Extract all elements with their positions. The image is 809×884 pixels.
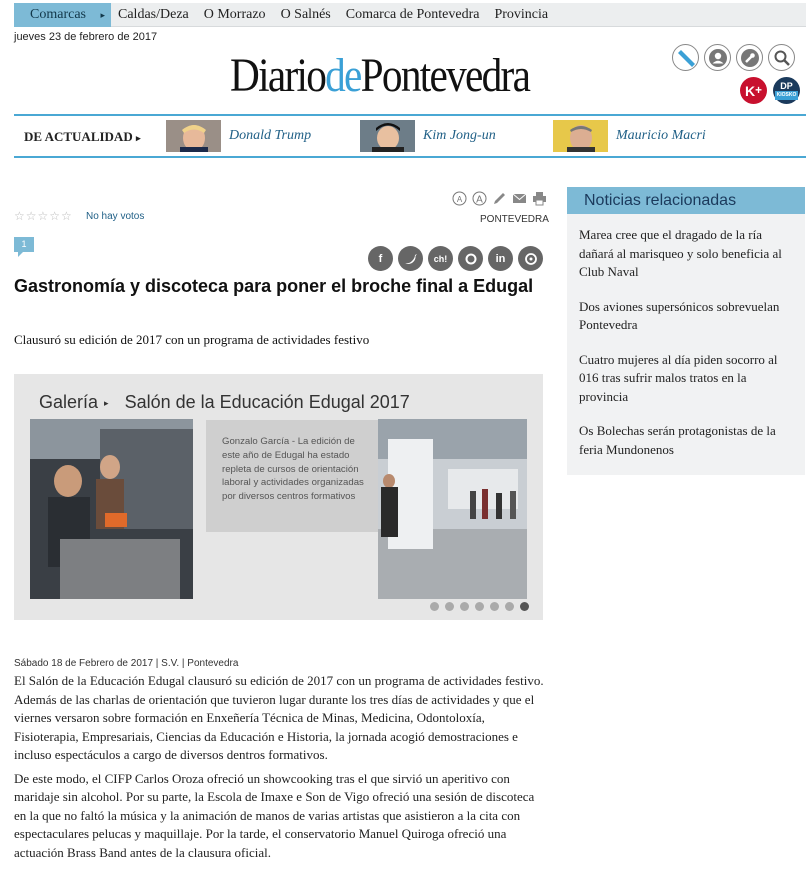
- article-paragraph: El Salón de la Educación Edugal clausuró su edición de 2017 con un programa de actividades festivo. Además de las charlas de orientación que tuvieron lugar durante los tres días de actividades y que el viernes versaron sobre formación en Enxeñería Técnica de Minas, Medicina, Odontoloxía, Fisioterapia, Empresariais, Ciencias da Educación e Historia, la jornada acogió demostraciones e incluso espectáculos a cargo de diversos dentros formativos.: [14, 673, 544, 762]
- edit-icon[interactable]: [491, 190, 507, 206]
- whatsapp-share-icon[interactable]: [518, 246, 543, 271]
- font-decrease-icon[interactable]: [451, 190, 467, 206]
- kim-thumbnail: [360, 120, 415, 152]
- gallery-dot[interactable]: [460, 602, 469, 611]
- current-date: jueves 23 de febrero de 2017: [14, 31, 158, 43]
- trending-label: DE ACTUALIDAD ▸: [24, 129, 141, 144]
- nav-item-morrazo[interactable]: O Morrazo: [203, 7, 266, 22]
- related-news-item[interactable]: Dos aviones supersónicos sobrevuelan Pontevedra: [579, 298, 780, 332]
- trending-item-kim[interactable]: [360, 120, 496, 152]
- linkedin-label: in: [495, 252, 506, 265]
- comarcas-label: Comarcas: [30, 7, 86, 22]
- related-news-item[interactable]: Cuatro mujeres al día piden socorro al 016 tras sufrir malos tratos en la provincia: [579, 351, 778, 404]
- linkedin-share-icon[interactable]: [488, 246, 513, 271]
- gallery-caption: Gonzalo García - La edición de este año de Edugal ha estado repleta de cursos de orientación laboral y actividades organizadas por diversos centros formativos: [206, 420, 378, 532]
- related-news-title: Noticias relacionadas: [567, 187, 805, 214]
- article-section: PONTEVEDRA: [480, 214, 549, 225]
- site-logo[interactable]: [230, 48, 529, 104]
- logo-part-diario: Diario: [230, 49, 326, 102]
- gallery-label: Galería: [39, 392, 99, 412]
- related-news-item[interactable]: Marea cree que el dragado de la ría dañará al marisqueo y solo beneficia al Club Naval: [579, 227, 782, 279]
- trending-name-trump: Donald Trump: [229, 128, 312, 143]
- gallery-title[interactable]: [39, 392, 410, 413]
- comment-count-badge[interactable]: 1: [14, 237, 34, 252]
- dp-label: DP: [780, 80, 793, 91]
- nav-item-comarca-pontevedra[interactable]: Comarca de Pontevedra: [345, 7, 480, 22]
- nav-item-provincia[interactable]: Provincia: [494, 7, 549, 22]
- twitter-share-icon[interactable]: [398, 246, 423, 271]
- article-subhead: Clausuró su edición de 2017 con un programa de actividades festivo: [14, 332, 370, 347]
- article-tools: [451, 190, 547, 206]
- share-buttons: [368, 246, 543, 271]
- trump-thumbnail: [166, 120, 221, 152]
- top-nav: [14, 3, 806, 27]
- chat-label: ch!: [433, 253, 448, 264]
- trending-label-text: DE ACTUALIDAD: [24, 129, 133, 144]
- chat-share-icon[interactable]: [428, 246, 453, 271]
- caret-right-icon: ▸: [104, 397, 109, 408]
- search-icon[interactable]: [768, 44, 795, 71]
- trending-item-trump[interactable]: [166, 120, 311, 152]
- nav-item-caldas[interactable]: Caldas/Deza: [118, 7, 189, 22]
- galicia-flag-icon[interactable]: [672, 44, 699, 71]
- related-news-item[interactable]: Os Bolechas serán protagonistas de la feria Mundonenos: [579, 423, 776, 457]
- photo-gallery: [14, 374, 543, 620]
- gallery-dot[interactable]: [445, 602, 454, 611]
- article-headline: Gastronomía y discoteca para poner el broche final a Edugal: [14, 276, 534, 296]
- gallery-dot[interactable]: [430, 602, 439, 611]
- article-body: [14, 672, 544, 867]
- related-news: [567, 187, 805, 475]
- email-icon[interactable]: [511, 190, 527, 206]
- facebook-label: f: [378, 252, 383, 265]
- gallery-dot[interactable]: [490, 602, 499, 611]
- trending-name-kim: Kim Jong-un: [423, 128, 496, 143]
- gallery-photo-next[interactable]: [378, 419, 527, 599]
- header-icons: [672, 44, 795, 71]
- logo-part-pontevedra: Pontevedra: [360, 49, 530, 102]
- gallery-name: Salón de la Educación Edugal 2017: [124, 392, 410, 412]
- font-increase-icon[interactable]: [471, 190, 487, 206]
- macri-thumbnail: [553, 120, 608, 152]
- print-icon[interactable]: [531, 190, 547, 206]
- related-news-list: [567, 214, 805, 459]
- gallery-dot[interactable]: [505, 602, 514, 611]
- gallery-photo-previous[interactable]: [30, 419, 193, 599]
- k-plus-label: K: [745, 82, 756, 99]
- kiosko-label: KIOSKO: [776, 91, 797, 98]
- tools-icon[interactable]: [736, 44, 763, 71]
- logo-part-de: de: [325, 49, 361, 102]
- gallery-dot[interactable]: [475, 602, 484, 611]
- trending-name-macri: Mauricio Macri: [616, 128, 706, 143]
- comarcas-menu[interactable]: [14, 3, 111, 27]
- nav-item-salnes[interactable]: O Salnés: [280, 7, 331, 22]
- svg-text:A: A: [475, 194, 483, 205]
- gallery-dot-active[interactable]: [520, 602, 529, 611]
- gallery-pagination: [430, 602, 529, 611]
- header-icons-secondary: [740, 77, 800, 104]
- meneame-share-icon[interactable]: [458, 246, 483, 271]
- trending-item-macri[interactable]: [553, 120, 706, 152]
- svg-text:A: A: [456, 194, 462, 204]
- article-byline: Sábado 18 de Febrero de 2017 | S.V. | Pontevedra: [14, 658, 239, 669]
- caret-right-icon: ▸: [100, 10, 105, 20]
- rating-count[interactable]: No hay votos: [86, 211, 145, 222]
- dp-kiosko-icon[interactable]: [773, 77, 800, 104]
- facebook-share-icon[interactable]: [368, 246, 393, 271]
- k-plus-icon[interactable]: K +: [740, 77, 767, 104]
- rating-stars[interactable]: ☆☆☆☆☆: [14, 209, 73, 223]
- article-paragraph: De este modo, el CIFP Carlos Oroza ofreció un showcooking tras el que sirvió un aperitivo con maridaje sin alcohol. Por su parte, la Escola de Imaxe e Son de Vigo ofreció una sesión de discoteca en la que no faltó la música y la animación de manos de varias artistas que asistieron a la cita con espectaculares pelucas y maquillaje. Por la tarde, el conservatorio Manuel Quiroga ofreció una actuación Brass Band antes de la clausura oficial.: [14, 770, 535, 860]
- user-icon[interactable]: [704, 44, 731, 71]
- comarca-links: [118, 3, 563, 27]
- trending-bar: [14, 114, 806, 158]
